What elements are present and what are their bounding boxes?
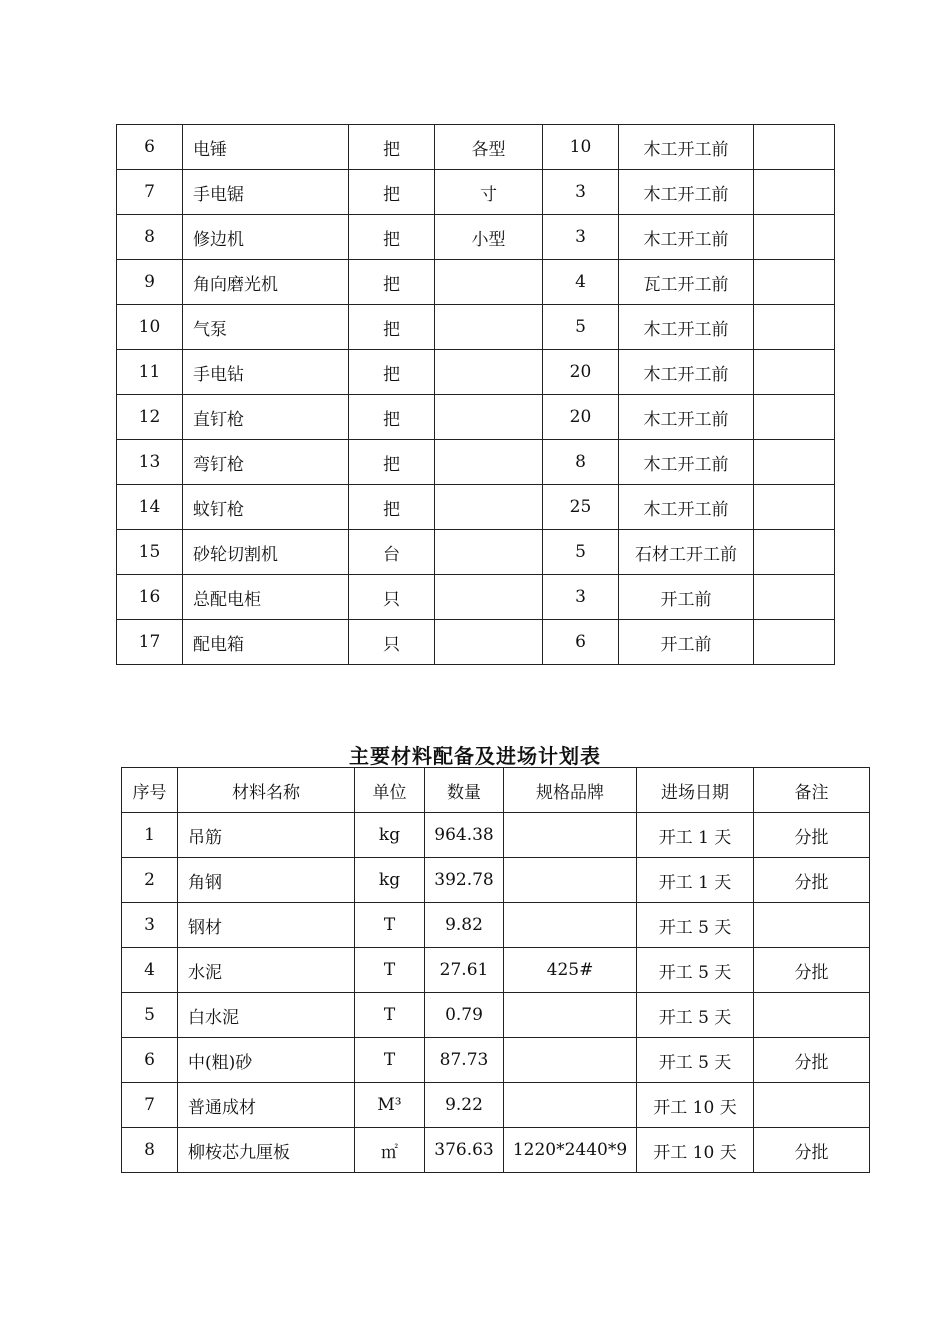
cell-note — [754, 170, 835, 215]
table-row — [117, 215, 835, 260]
cell-note: 分批 — [754, 858, 870, 903]
cell-no: 5 — [122, 993, 178, 1038]
cell-no: 14 — [117, 485, 183, 530]
cell-unit: 把 — [349, 485, 435, 530]
cell-no: 10 — [117, 305, 183, 350]
cell-spec: 1220*2440*9 — [504, 1128, 637, 1173]
cell-spec — [504, 1083, 637, 1128]
table-row — [117, 485, 835, 530]
cell-unit: M³ — [355, 1083, 425, 1128]
cell-time: 木工开工前 — [619, 485, 754, 530]
cell-no: 7 — [122, 1083, 178, 1128]
table-row — [117, 395, 835, 440]
cell-no: 4 — [122, 948, 178, 993]
materials-table-title: 主要材料配备及进场计划表 — [349, 744, 601, 768]
table-row — [122, 1083, 870, 1128]
cell-note — [754, 485, 835, 530]
cell-note — [754, 305, 835, 350]
table-row — [117, 575, 835, 620]
table-row — [122, 993, 870, 1038]
table-row — [122, 813, 870, 858]
cell-spec: 寸 — [435, 170, 543, 215]
cell-note — [754, 215, 835, 260]
cell-note — [754, 1083, 870, 1128]
cell-name: 砂轮切割机 — [183, 530, 349, 575]
cell-qty: 392.78 — [425, 858, 504, 903]
cell-qty: 6 — [543, 620, 619, 665]
materials-table — [121, 767, 870, 1173]
cell-unit: 把 — [349, 350, 435, 395]
table-row — [117, 620, 835, 665]
cell-no: 7 — [117, 170, 183, 215]
cell-spec — [435, 395, 543, 440]
cell-name: 气泵 — [183, 305, 349, 350]
header-note: 备注 — [754, 768, 870, 813]
cell-spec — [435, 620, 543, 665]
cell-unit: 把 — [349, 215, 435, 260]
cell-note — [754, 395, 835, 440]
cell-name: 修边机 — [183, 215, 349, 260]
cell-time: 瓦工开工前 — [619, 260, 754, 305]
table-row — [117, 125, 835, 170]
cell-no: 6 — [117, 125, 183, 170]
tools-table — [116, 124, 835, 665]
cell-name: 吊筋 — [178, 813, 355, 858]
cell-note — [754, 993, 870, 1038]
cell-unit: 把 — [349, 440, 435, 485]
table-row — [122, 1038, 870, 1083]
cell-spec — [504, 813, 637, 858]
cell-name: 钢材 — [178, 903, 355, 948]
table-row — [117, 350, 835, 395]
cell-note: 分批 — [754, 813, 870, 858]
cell-unit: 把 — [349, 305, 435, 350]
cell-unit: 把 — [349, 170, 435, 215]
cell-no: 9 — [117, 260, 183, 305]
table-row — [117, 170, 835, 215]
cell-note — [754, 903, 870, 948]
cell-name: 手电锯 — [183, 170, 349, 215]
cell-qty: 0.79 — [425, 993, 504, 1038]
table-row — [117, 305, 835, 350]
cell-note — [754, 575, 835, 620]
cell-no: 16 — [117, 575, 183, 620]
cell-name: 柳桉芯九厘板 — [178, 1128, 355, 1173]
cell-name: 白水泥 — [178, 993, 355, 1038]
cell-note — [754, 125, 835, 170]
cell-spec — [435, 260, 543, 305]
cell-spec: 小型 — [435, 215, 543, 260]
cell-spec — [435, 350, 543, 395]
cell-unit: 只 — [349, 620, 435, 665]
cell-spec — [435, 485, 543, 530]
cell-name: 蚊钉枪 — [183, 485, 349, 530]
cell-unit: 把 — [349, 260, 435, 305]
cell-unit: kg — [355, 858, 425, 903]
cell-time: 开工前 — [619, 575, 754, 620]
cell-unit: 台 — [349, 530, 435, 575]
cell-no: 3 — [122, 903, 178, 948]
cell-note: 分批 — [754, 1038, 870, 1083]
header-qty: 数量 — [425, 768, 504, 813]
cell-unit: T — [355, 993, 425, 1038]
cell-qty: 3 — [543, 215, 619, 260]
cell-name: 总配电柜 — [183, 575, 349, 620]
cell-spec — [435, 530, 543, 575]
cell-time: 木工开工前 — [619, 125, 754, 170]
cell-note — [754, 620, 835, 665]
cell-no: 13 — [117, 440, 183, 485]
cell-no: 8 — [122, 1128, 178, 1173]
cell-note: 分批 — [754, 1128, 870, 1173]
cell-time: 木工开工前 — [619, 305, 754, 350]
cell-note — [754, 530, 835, 575]
cell-qty: 10 — [543, 125, 619, 170]
cell-unit: 把 — [349, 125, 435, 170]
cell-qty: 964.38 — [425, 813, 504, 858]
cell-date: 开工 1 天 — [637, 858, 754, 903]
cell-unit: kg — [355, 813, 425, 858]
cell-qty: 4 — [543, 260, 619, 305]
materials-header-row — [122, 768, 870, 813]
header-spec: 规格品牌 — [504, 768, 637, 813]
cell-qty: 25 — [543, 485, 619, 530]
cell-spec: 各型 — [435, 125, 543, 170]
cell-qty: 8 — [543, 440, 619, 485]
cell-qty: 9.82 — [425, 903, 504, 948]
cell-spec — [435, 305, 543, 350]
tools-table-body — [117, 125, 835, 665]
cell-date: 开工 5 天 — [637, 903, 754, 948]
cell-note — [754, 350, 835, 395]
cell-spec — [504, 903, 637, 948]
cell-qty: 5 — [543, 530, 619, 575]
cell-spec — [435, 575, 543, 620]
cell-time: 石材工开工前 — [619, 530, 754, 575]
cell-date: 开工 5 天 — [637, 948, 754, 993]
cell-time: 木工开工前 — [619, 395, 754, 440]
cell-spec — [504, 858, 637, 903]
cell-no: 1 — [122, 813, 178, 858]
table-row — [117, 260, 835, 305]
cell-qty: 87.73 — [425, 1038, 504, 1083]
table-row — [117, 440, 835, 485]
table-row — [122, 858, 870, 903]
header-name: 材料名称 — [178, 768, 355, 813]
cell-no: 8 — [117, 215, 183, 260]
cell-name: 配电箱 — [183, 620, 349, 665]
cell-date: 开工 1 天 — [637, 813, 754, 858]
cell-spec — [504, 1038, 637, 1083]
cell-time: 木工开工前 — [619, 440, 754, 485]
cell-name: 电锤 — [183, 125, 349, 170]
cell-time: 木工开工前 — [619, 170, 754, 215]
cell-date: 开工 5 天 — [637, 1038, 754, 1083]
materials-table-body — [122, 813, 870, 1173]
cell-name: 水泥 — [178, 948, 355, 993]
cell-spec — [435, 440, 543, 485]
cell-note — [754, 260, 835, 305]
cell-qty: 3 — [543, 170, 619, 215]
header-no: 序号 — [122, 768, 178, 813]
cell-time: 木工开工前 — [619, 350, 754, 395]
cell-name: 角向磨光机 — [183, 260, 349, 305]
cell-qty: 20 — [543, 350, 619, 395]
cell-time: 开工前 — [619, 620, 754, 665]
cell-time: 木工开工前 — [619, 215, 754, 260]
cell-name: 中(粗)砂 — [178, 1038, 355, 1083]
cell-qty: 5 — [543, 305, 619, 350]
cell-spec: 425# — [504, 948, 637, 993]
cell-unit: T — [355, 1038, 425, 1083]
header-unit: 单位 — [355, 768, 425, 813]
cell-unit: 把 — [349, 395, 435, 440]
cell-date: 开工 5 天 — [637, 993, 754, 1038]
cell-name: 弯钉枪 — [183, 440, 349, 485]
cell-qty: 376.63 — [425, 1128, 504, 1173]
cell-unit: T — [355, 903, 425, 948]
cell-no: 12 — [117, 395, 183, 440]
cell-qty: 27.61 — [425, 948, 504, 993]
cell-name: 手电钻 — [183, 350, 349, 395]
cell-date: 开工 10 天 — [637, 1128, 754, 1173]
cell-qty: 9.22 — [425, 1083, 504, 1128]
table-row — [122, 1128, 870, 1173]
cell-name: 角钢 — [178, 858, 355, 903]
cell-no: 2 — [122, 858, 178, 903]
cell-no: 6 — [122, 1038, 178, 1083]
cell-date: 开工 10 天 — [637, 1083, 754, 1128]
cell-unit: ㎡ — [355, 1128, 425, 1173]
cell-qty: 3 — [543, 575, 619, 620]
cell-note: 分批 — [754, 948, 870, 993]
cell-no: 17 — [117, 620, 183, 665]
table-row — [122, 903, 870, 948]
cell-no: 15 — [117, 530, 183, 575]
cell-spec — [504, 993, 637, 1038]
table-row — [117, 530, 835, 575]
cell-unit: T — [355, 948, 425, 993]
table-row — [122, 948, 870, 993]
cell-qty: 20 — [543, 395, 619, 440]
header-date: 进场日期 — [637, 768, 754, 813]
cell-unit: 只 — [349, 575, 435, 620]
cell-no: 11 — [117, 350, 183, 395]
cell-note — [754, 440, 835, 485]
cell-name: 普通成材 — [178, 1083, 355, 1128]
cell-name: 直钉枪 — [183, 395, 349, 440]
